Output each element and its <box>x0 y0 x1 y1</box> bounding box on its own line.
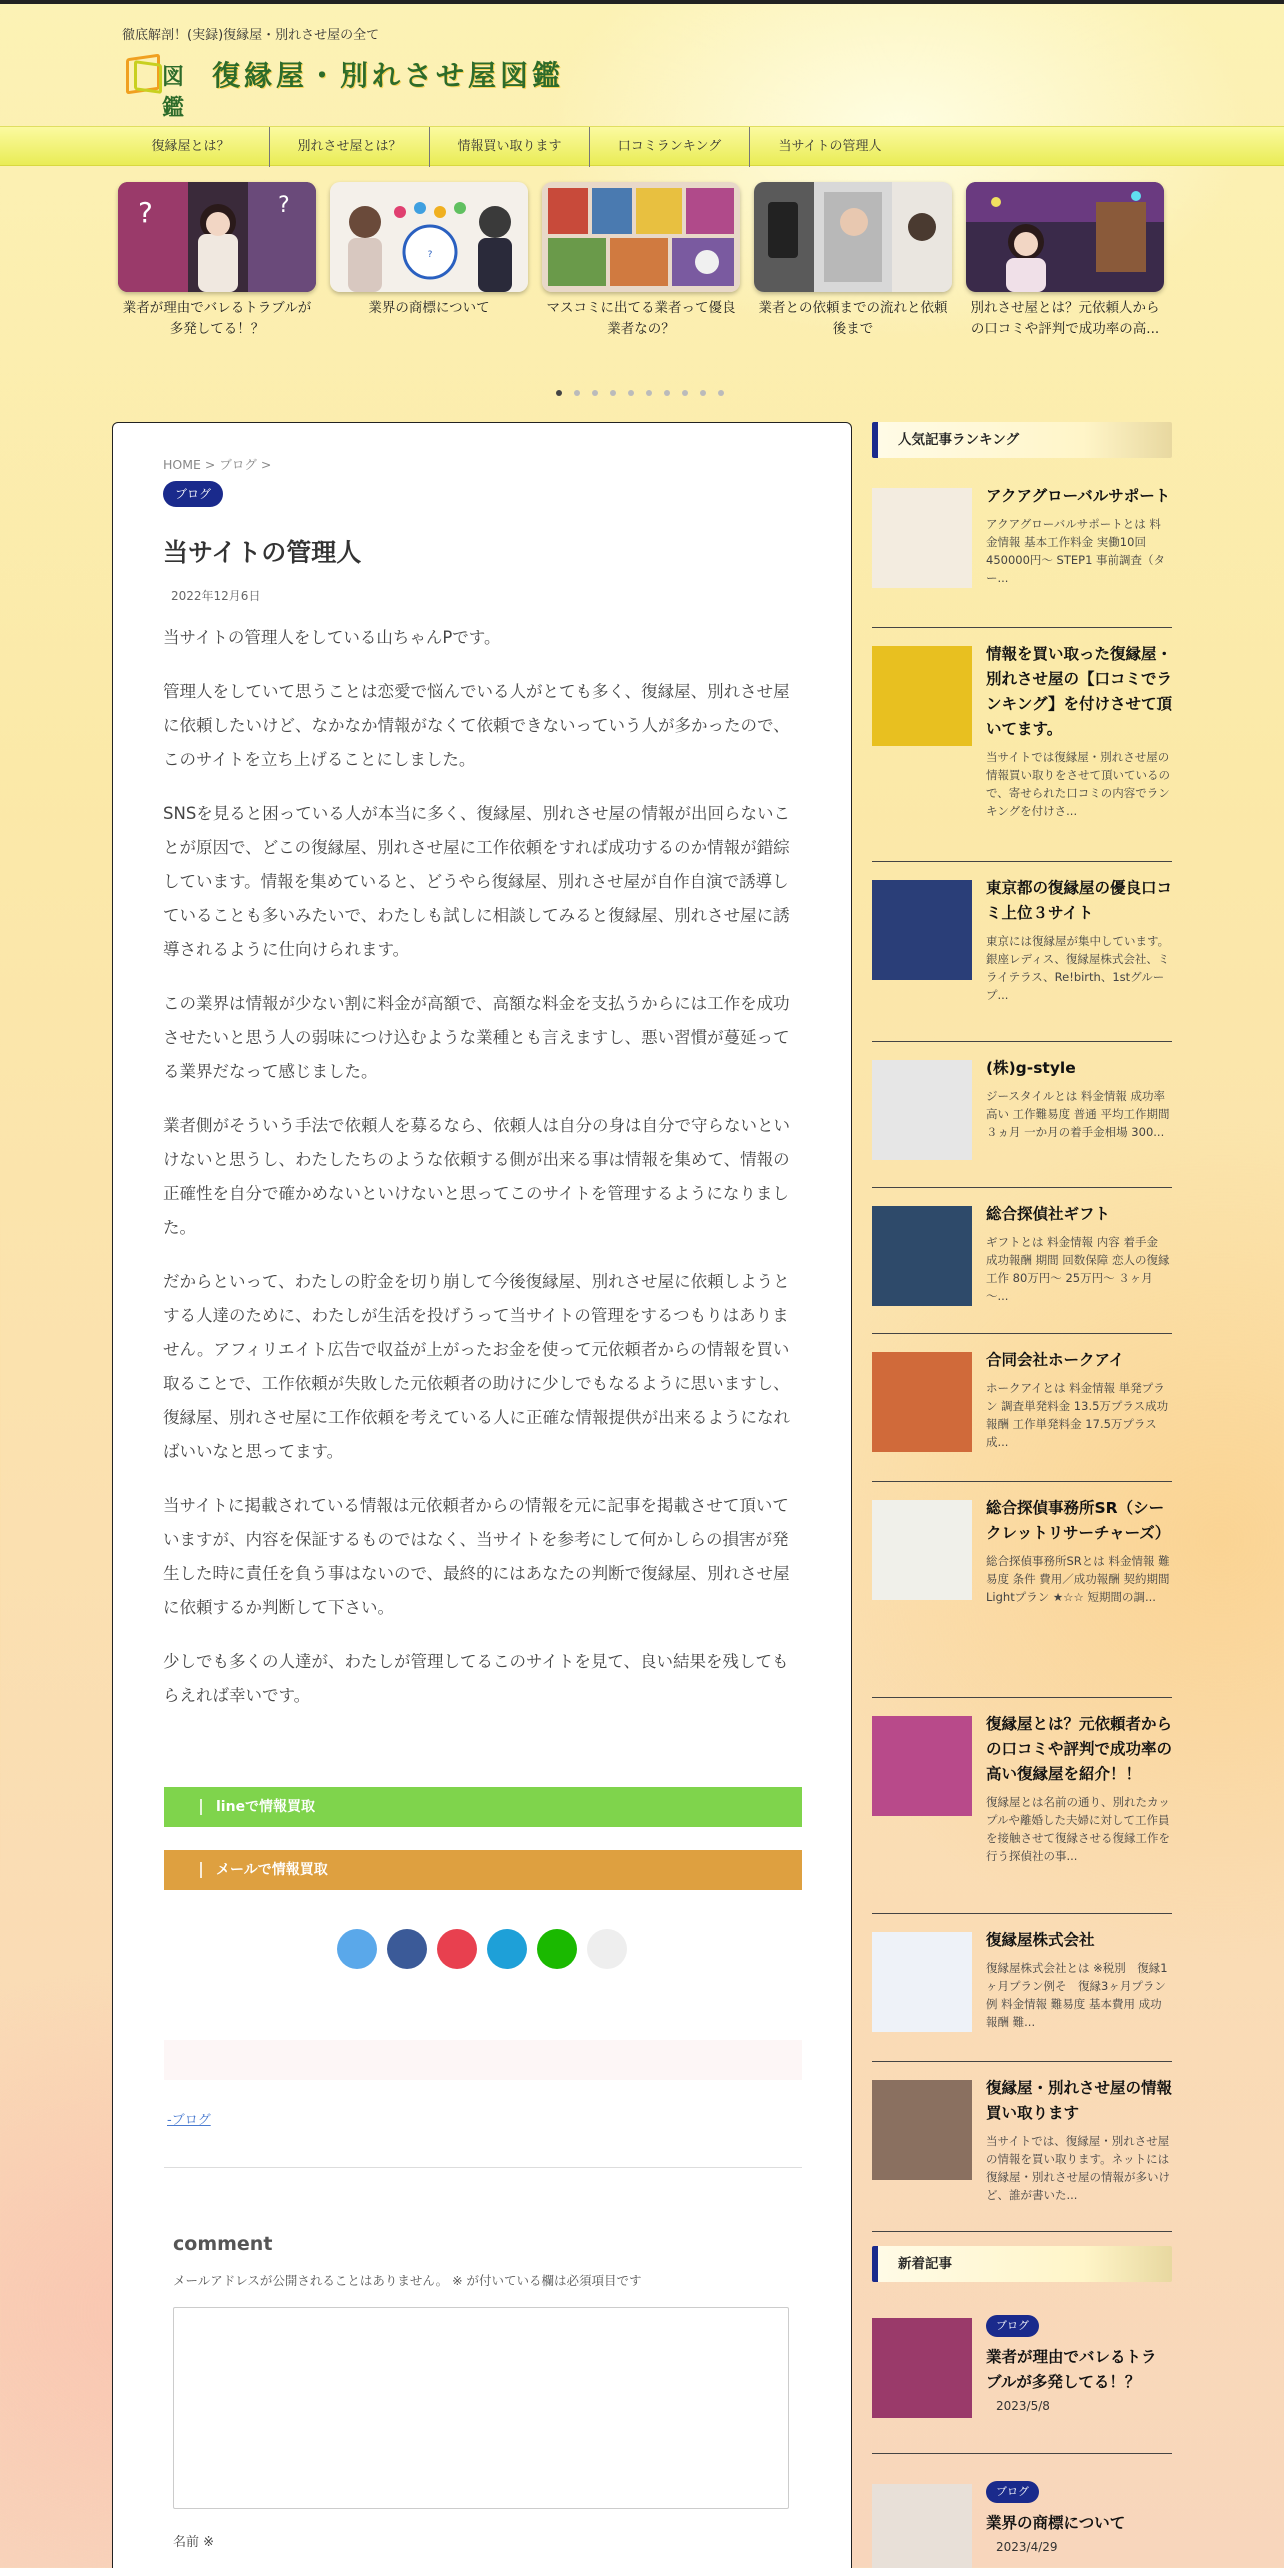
ranking-title[interactable]: 情報を買い取った復縁屋・別れさせ屋の【口コミでランキング】を付けさせて頂いてます。 <box>986 645 1173 738</box>
ranking-thumbnail <box>872 1932 972 2032</box>
paragraph: 少しでも多くの人達が、わたしが管理してるこのサイトを見て、良い結果を残してもらえれば幸いです。 <box>163 1652 789 1705</box>
slide[interactable] <box>330 182 528 362</box>
logo-text: 復縁屋・別れさせ屋図鑑 <box>212 59 565 92</box>
ranking-excerpt: ホークアイとは 料金情報 単発プラン 調査単発料金 13.5万プラス成功報酬 工作単発料金 17.5万プラス成... <box>986 1381 1169 1449</box>
facebook-share-icon[interactable] <box>387 1929 427 1969</box>
ranking-title[interactable]: 総合探偵事務所SR（シークレットリサーチャーズ） <box>986 1499 1171 1542</box>
line-info-button[interactable]: lineで情報買取 <box>164 1787 802 1827</box>
ranking-excerpt: 復縁屋とは名前の通り、別れたカップルや離婚した夫婦に対して工作員を接触させて復縁させる復縁工作を行う探偵社の事... <box>986 1795 1170 1863</box>
ranking-excerpt: ギフトとは 料金情報 内容 着手金 成功報酬 期間 回数保障 恋人の復縁工作 80万円～ 25万円～ ３ヶ月～... <box>986 1235 1170 1303</box>
category-badge[interactable]: ブログ <box>163 481 223 507</box>
ranking-excerpt: 当サイトでは、復縁屋・別れさせ屋の情報を買い取ります。ネットには復縁屋・別れさせ屋の情報が多いけど、誰が書いた... <box>986 2134 1170 2202</box>
global-nav <box>0 126 1284 166</box>
ad-placeholder <box>164 2040 802 2080</box>
ranking-excerpt: 総合探偵事務所SRとは 料金情報 難易度 条件 費用／成功報酬 契約期間 Lightプラン ★☆☆ 短期間の調... <box>986 1554 1170 1604</box>
new-post-title[interactable]: 業者が理由でバレるトラブルが多発してる！？ <box>986 2348 1157 2391</box>
ranking-excerpt: 東京には復縁屋が集中しています。 銀座レディス、復縁屋株式会社、ミライテラス、Re!birth、1stグループ... <box>986 934 1170 1002</box>
article-body <box>163 621 793 1733</box>
ranking-thumbnail <box>872 1060 972 1160</box>
name-field-label: 名前 ※ <box>173 2535 215 2550</box>
ranking-thumbnail <box>872 1500 972 1600</box>
slider-dot[interactable] <box>682 390 688 396</box>
ranking-title[interactable]: アクアグローバルサポート <box>986 487 1171 505</box>
slider-dot[interactable] <box>628 390 634 396</box>
ranking-title[interactable]: 復縁屋・別れさせ屋の情報買い取ります <box>986 2079 1173 2122</box>
new-post-date: 2023/4/29 <box>996 2540 1058 2554</box>
ranking-thumbnail <box>872 1352 972 1452</box>
featured-slider <box>118 182 1166 362</box>
ranking-title[interactable]: 総合探偵社ギフト <box>986 1205 1111 1223</box>
slide-image <box>754 182 952 292</box>
slider-dot[interactable] <box>592 390 598 396</box>
breadcrumb[interactable]: HOME > ブログ > <box>163 457 272 472</box>
slide-caption: 業者との依頼までの流れと依頼後まで <box>758 300 948 337</box>
svg-text:?: ? <box>427 250 433 260</box>
slide[interactable] <box>754 182 952 362</box>
paragraph: 業者側がそういう手法で依頼人を募るなら、依頼人は自分の身は自分で守らないといけないと思うし、わたしたちのような依頼する側が出来る事は情報を集めて、情報の正確性を自分で確かめないといけないと思ってこのサイトを管理するようになりました。 <box>163 1116 790 1237</box>
slide[interactable] <box>966 182 1164 362</box>
ranking-excerpt: アクアグローバルサポートとは 料金情報 基本工作料金 実働10回 450000円～ STEP1 事前調査（ター... <box>986 517 1166 585</box>
ranking-item[interactable] <box>872 1052 1172 1188</box>
slide[interactable] <box>542 182 740 362</box>
new-post-item[interactable] <box>872 2468 1172 2568</box>
slide-caption: マスコミに出てる業者って優良業者なの？ <box>546 300 736 337</box>
ranking-thumbnail <box>872 2080 972 2180</box>
slide[interactable] <box>118 182 316 362</box>
slider-dot[interactable] <box>646 390 652 396</box>
new-post-item[interactable] <box>872 2302 1172 2454</box>
article-main <box>112 422 852 2568</box>
twitter-share-icon[interactable] <box>337 1929 377 1969</box>
category-link[interactable]: -ブログ <box>167 2113 211 2128</box>
ranking-title[interactable]: (株)g-style <box>986 1059 1076 1077</box>
ranking-thumbnail <box>872 1716 972 1816</box>
comment-textarea[interactable] <box>173 2307 789 2509</box>
slide-caption: 業者が理由でバレるトラブルが多発してる！？ <box>122 300 312 337</box>
ranking-title[interactable]: 復縁屋とは？元依頼者からの口コミや評判で成功率の高い復縁屋を紹介！！ <box>986 1715 1173 1783</box>
line-share-icon[interactable] <box>537 1929 577 1969</box>
nav-item-fukuen[interactable]: 復縁屋とは？ <box>112 127 270 167</box>
paragraph: SNSを見ると困っている人が本当に多く、復縁屋、別れさせ屋の情報が出回らないことが原因で、どこの復縁屋、別れさせ屋に工作依頼をすれば成功するのか情報が錯綜しています。情報を集めていると、どうやら復縁屋、別れさせ屋が自作自演で誘導していることも多いみたいで、わたしも試しに相談してみると復縁屋、別れさせ屋に誘導されるように仕向けられます。 <box>163 804 790 959</box>
ranking-title[interactable]: 復縁屋株式会社 <box>986 1931 1095 1949</box>
slide-caption: 業界の商標について <box>368 300 490 316</box>
divider <box>164 2167 802 2168</box>
slide-image <box>966 182 1164 292</box>
slider-dot[interactable] <box>574 390 580 396</box>
nav-item-ranking[interactable]: 口コミランキング <box>590 127 750 167</box>
ranking-thumbnail <box>872 646 972 746</box>
ranking-item[interactable] <box>872 480 1172 628</box>
category-badge[interactable]: ブログ <box>986 2315 1039 2337</box>
post-date: 2022年12月6日 <box>171 589 261 603</box>
page-title: 当サイトの管理人 <box>163 538 362 567</box>
new-posts-widget-title: 新着記事 <box>872 2246 1172 2282</box>
top-border <box>0 0 1284 4</box>
ranking-item[interactable] <box>872 638 1172 862</box>
ranking-thumbnail <box>872 880 972 980</box>
paragraph: この業界は情報が少ない割に料金が高額で、高額な料金を支払うからには工作を成功させたいと思う人の弱味につけ込むような業種とも言えますし、悪い習慣が蔓延ってる業界だなって感じました。 <box>163 994 790 1081</box>
slide-image <box>542 182 740 292</box>
site-logo[interactable] <box>126 52 565 121</box>
ranking-excerpt: 復縁屋株式会社とは ※税別 復縁1ヶ月プラン例そ 復縁3ヶ月プラン例 料金情報 難易度 基本費用 成功報酬 難... <box>986 1961 1168 2029</box>
slider-dot[interactable] <box>664 390 670 396</box>
slide-caption: 別れさせ屋とは？元依頼人からの口コミや評判で成功率の高... <box>970 300 1160 337</box>
new-post-title[interactable]: 業界の商標について <box>986 2514 1126 2532</box>
comment-note: メールアドレスが公開されることはありません。 ※ が付いている欄は必須項目です <box>173 2273 642 2288</box>
new-post-thumbnail <box>872 2318 972 2418</box>
pocket-share-icon[interactable] <box>437 1929 477 1969</box>
slider-dot[interactable] <box>556 390 562 396</box>
slide-image <box>330 182 528 292</box>
mail-info-button[interactable]: メールで情報買取 <box>164 1850 802 1890</box>
ranking-item[interactable] <box>872 1492 1172 1698</box>
copy-share-icon[interactable] <box>587 1929 627 1969</box>
slider-dot[interactable] <box>700 390 706 396</box>
slider-dot[interactable] <box>610 390 616 396</box>
paragraph: 当サイトの管理人をしている山ちゃんPです。 <box>163 628 501 647</box>
nav-item-wakaresase[interactable]: 別れさせ屋とは？ <box>270 127 430 167</box>
site-tagline: 徹底解剖！(実録)復縁屋・別れさせ屋の全て <box>122 28 380 43</box>
ranking-item[interactable] <box>872 1344 1172 1482</box>
comment-heading: comment <box>173 2233 273 2255</box>
ranking-thumbnail <box>872 1206 972 1306</box>
nav-item-buy-info[interactable]: 情報買い取ります <box>430 127 590 167</box>
paragraph: 当サイトに掲載されている情報は元依頼者からの情報を元に記事を掲載させて頂いていますが、内容を保証するものではなく、当サイトを参考にして何かしらの損害が発生した時に責任を負う事はないので、最終的にはあなたの判断で復縁屋、別れさせ屋に依頼するか判断して下さい。 <box>163 1496 790 1617</box>
slide-image <box>118 182 316 292</box>
share-buttons <box>337 1929 627 1969</box>
paragraph: だからといって、わたしの貯金を切り崩して今後復縁屋、別れさせ屋に依頼しようとする人達のために、わたしが生活を投げうって当サイトの管理をするつもりはありません。アフィリエイト広告で収益が上がったお金を使って元依頼者からの情報を買い取ることで、工作依頼が失敗した元依頼者の助けに少しでもなるように思いますし、復縁屋、別れさせ屋に工作依頼を考えている人に正確な情報提供が出来るようになればいいなと思ってます。 <box>163 1272 790 1461</box>
nav-item-admin[interactable]: 当サイトの管理人 <box>778 139 882 154</box>
ranking-excerpt: 当サイトでは復縁屋・別れさせ屋の情報買い取りをさせて頂いているので、寄せられた口コミの内容でランキングを付けさ... <box>986 750 1170 818</box>
slider-dot[interactable] <box>718 390 724 396</box>
book-icon: 図鑑 <box>126 52 202 96</box>
svg-text:?: ? <box>138 196 153 229</box>
paragraph: 管理人をしていて思うことは恋愛で悩んでいる人がとても多く、復縁屋、別れさせ屋に依頼したいけど、なかなか情報がなくて依頼できないっていう人が多かったので、このサイトを立ち上げることにしました。 <box>163 682 790 769</box>
slider-dots <box>556 390 724 396</box>
svg-text:?: ? <box>278 193 290 218</box>
ranking-item[interactable] <box>872 872 1172 1042</box>
category-badge[interactable]: ブログ <box>986 2481 1039 2503</box>
ranking-title[interactable]: 東京都の復縁屋の優良口コミ上位３サイト <box>986 879 1173 922</box>
ranking-item[interactable] <box>872 1924 1172 2062</box>
hatena-share-icon[interactable] <box>487 1929 527 1969</box>
ranking-excerpt: ジースタイルとは 料金情報 成功率 高い 工作難易度 普通 平均工作期間 ３ヵ月 一か月の着手金相場 300... <box>986 1089 1170 1139</box>
ranking-widget-title: 人気記事ランキング <box>872 422 1172 458</box>
new-post-date: 2023/5/8 <box>996 2399 1050 2413</box>
new-post-thumbnail <box>872 2484 972 2568</box>
ranking-item[interactable] <box>872 1198 1172 1334</box>
ranking-title[interactable]: 合同会社ホークアイ <box>986 1351 1125 1369</box>
ranking-item[interactable] <box>872 1708 1172 1914</box>
ranking-thumbnail <box>872 488 972 588</box>
ranking-item[interactable] <box>872 2072 1172 2232</box>
